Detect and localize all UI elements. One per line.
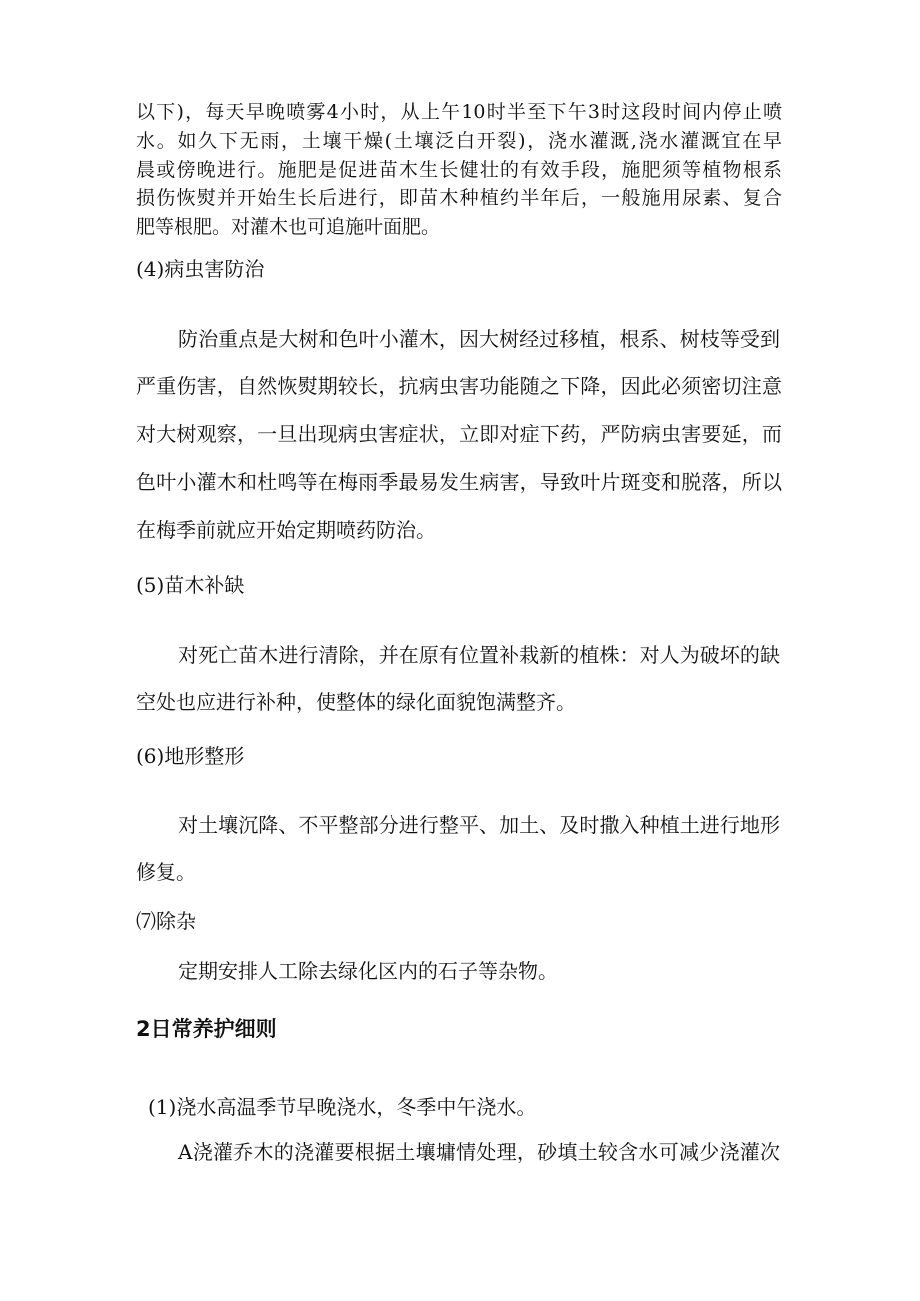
- body-text-line: 修复。: [136, 860, 196, 884]
- list-item: (1)浇水高温季节早晚浇水，冬季中午浇水。: [148, 1095, 537, 1119]
- body-text-line: 水。如久下无雨，土壤干燥(土壤泛白开裂)，浇水灌溉,浇水灌溉宜在早: [136, 130, 782, 152]
- body-text-line: A浇灌乔木的浇灌要根据土壤墉情处理，砂填土较含水可减少浇灌次: [178, 1140, 780, 1164]
- body-text-line: 对土壤沉降、不平整部分进行整平、加土、及时撒入种植土进行地形: [178, 813, 780, 837]
- section-heading: (6)地形整形: [136, 744, 245, 768]
- body-text-line: 在梅季前就应开始定期喷药防治。: [136, 518, 436, 542]
- body-text-line: 定期安排人工除去绿化区内的石子等杂物。: [178, 959, 558, 983]
- body-text-line: 对死亡苗木进行清除，并在原有位置补栽新的植株：对人为破坏的缺: [178, 643, 780, 667]
- body-text-line: 损伤恢熨并开始生长后进行，即苗木种植约半年后，一般施用尿素、复合: [136, 187, 782, 209]
- body-text-line: 对大树观察，一旦出现病虫害症状，立即对症下药，严防病虫害要延，而: [136, 422, 782, 446]
- part-heading: 2日常养护细则: [136, 1017, 277, 1041]
- section-heading: ⑺除杂: [136, 909, 196, 933]
- body-text-line: 空处也应进行补种，使整体的绿化面貌饱满整齐。: [136, 690, 576, 714]
- section-heading: (4)病虫害防治: [136, 257, 265, 281]
- body-text-line: 肥等根肥。对灌木也可追施叶面肥。: [136, 216, 441, 238]
- body-text-line: 以下)，每天早晚喷雾4小时，从上午10时半至下午3时这段时间内停止喷: [136, 101, 782, 123]
- body-text-line: 严重伤害，自然恢熨期较长，抗病虫害功能随之下降，因此必须密切注意: [136, 374, 782, 398]
- section-heading: (5)苗木补缺: [136, 573, 245, 597]
- body-text-line: 防治重点是大树和色叶小灌木，因大树经过移植，根系、树枝等受到: [178, 327, 780, 351]
- body-text-line: 晨或傍晚进行。施肥是促进苗木生长健壮的有效手段，施肥须等植物根系: [136, 159, 782, 181]
- body-text-line: 色叶小灌木和杜鸣等在梅雨季最易发生病害，导致叶片斑变和脱落，所以: [136, 470, 782, 494]
